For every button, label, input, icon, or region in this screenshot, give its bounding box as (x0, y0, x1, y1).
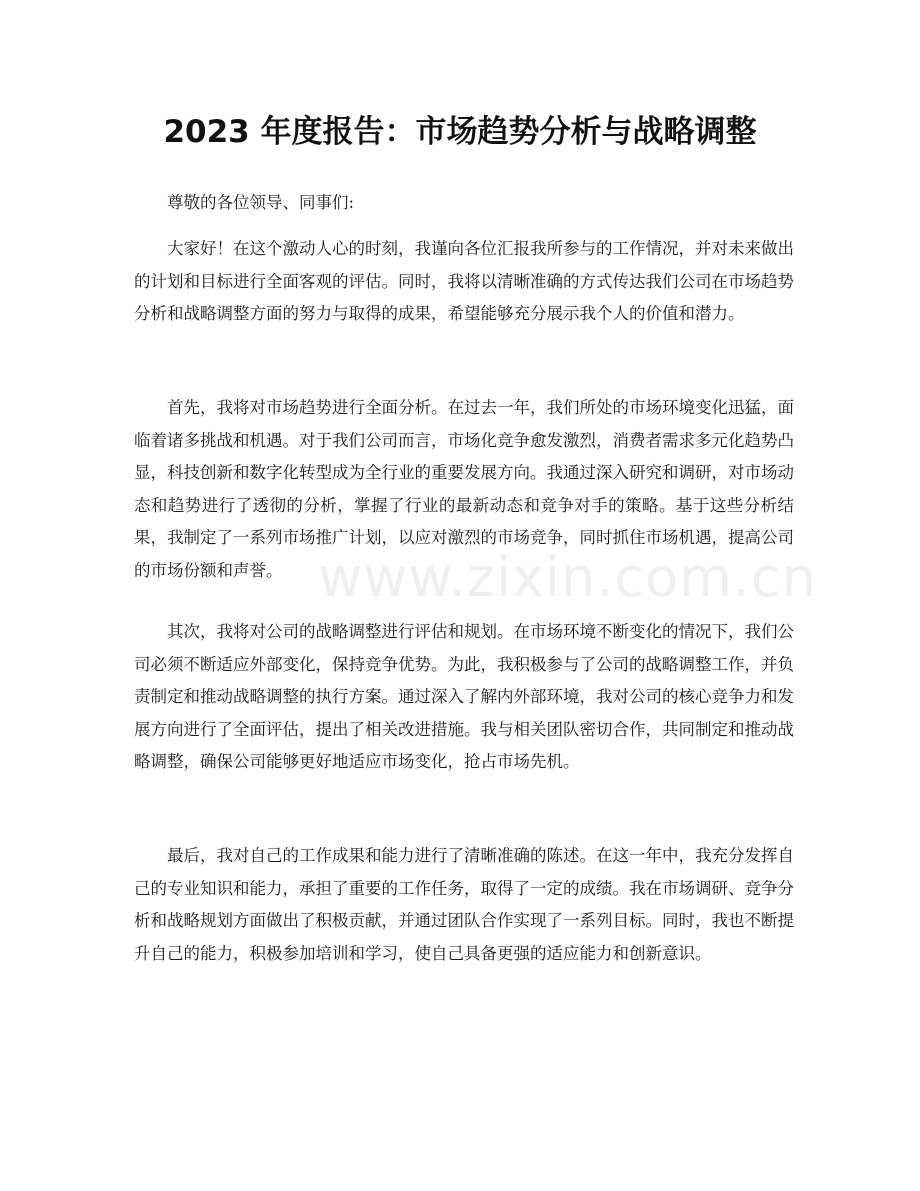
document-title: 2023 年度报告：市场趋势分析与战略调整 (163, 114, 757, 150)
paragraph-market-analysis: 首先，我将对市场趋势进行全面分析。在过去一年，我们所处的市场环境变化迅猛，面临着诸多挑战和机遇。对于我们公司而言，市场化竞争愈发激烈，消费者需求多元化趋势凸显，科技创新和数字化转型成为全行业的重要发展方向。我通过深入研究和调研，对市场动态和趋势进行了透彻的分析，掌握了行业的最新动态和竞争对手的策略。基于这些分析结果，我制定了一系列市场推广计划，以应对激烈的市场竞争，同时抓住市场机遇，提高公司的市场份额和声誉。 (134, 398, 794, 580)
paragraph-intro: 大家好！在这个激动人心的时刻，我谨向各位汇报我所参与的工作情况，并对未来做出的计划和目标进行全面客观的评估。同时，我将以清晰准确的方式传达我们公司在市场趋势分析和战略调整方面的努力与取得的成果，希望能够充分展示我个人的价值和潜力。 (134, 239, 794, 323)
paragraph-strategy-adjustment: 其次，我将对公司的战略调整进行评估和规划。在市场环境不断变化的情况下，我们公司必须不断适应外部变化，保持竞争优势。为此，我积极参与了公司的战略调整工作，并负责制定和推动战略调整的执行方案。通过深入了解内外部环境，我对公司的核心竞争力和发展方向进行了全面评估，提出了相关改进措施。我与相关团队密切合作，共同制定和推动战略调整，确保公司能够更好地适应市场变化，抢占市场先机。 (134, 622, 794, 771)
paragraph-conclusion: 最后，我对自己的工作成果和能力进行了清晰准确的陈述。在这一年中，我充分发挥自己的专业知识和能力，承担了重要的工作任务，取得了一定的成绩。我在市场调研、竞争分析和战略规划方面做出了积极贡献，并通过团队合作实现了一系列目标。同时，我也不断提升自己的能力，积极参加培训和学习，使自己具备更强的适应能力和创新意识。 (134, 846, 794, 963)
watermark: www.zixin.com.cn (318, 546, 817, 609)
salutation: 尊敬的各位领导、同事们: (167, 193, 355, 212)
